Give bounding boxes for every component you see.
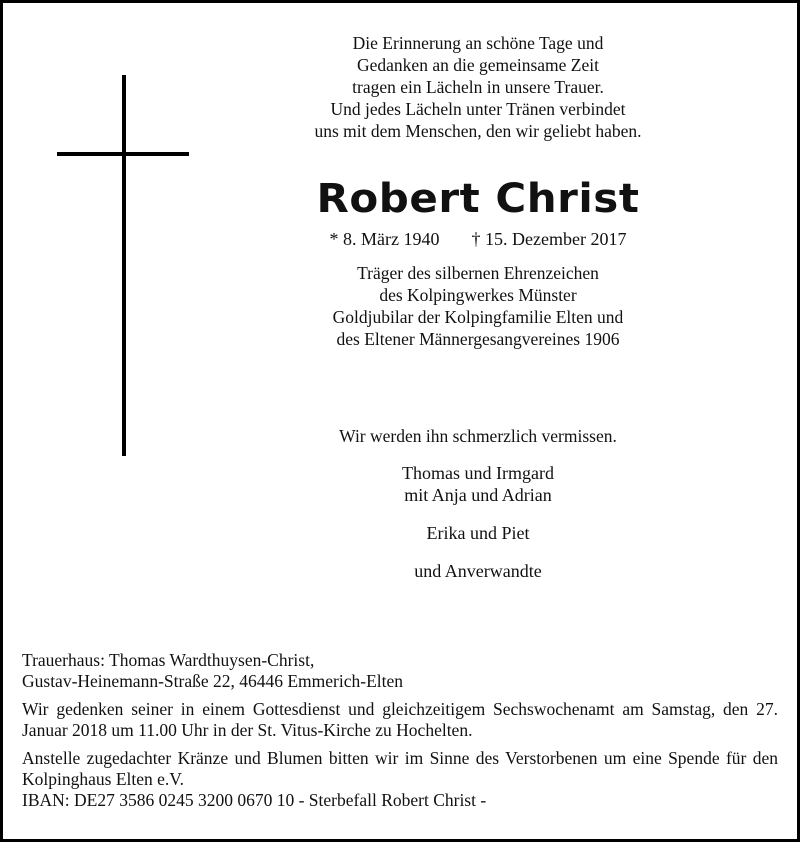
deceased-name: Robert Christ [316, 176, 640, 222]
family-group [280, 462, 676, 506]
mourning-house-address: Gustav-Heinemann-Straße 22, 46446 Emmerich-Elten [22, 671, 404, 691]
honor-line: Träger des silbernen Ehrenzeichen [357, 263, 599, 283]
family-line: mit Anja und Adrian [404, 485, 552, 505]
mourning-house-name: Trauerhaus: Thomas Wardthuysen-Christ, [22, 650, 315, 670]
poem-line: Und jedes Lächeln unter Tränen verbindet [330, 99, 626, 119]
donation-info: Anstelle zugedachter Kränze und Blumen bitten wir im Sinne des Verstorbenen um eine Spende für den Kolpinghaus Elten e.V. [22, 748, 778, 789]
cross-icon-bar [57, 152, 189, 156]
poem-line: Gedanken an die gemeinsame Zeit [357, 55, 599, 75]
family-line: Erika und Piet [426, 523, 530, 543]
life-dates [280, 229, 676, 250]
cross-icon [122, 75, 126, 456]
notice-details [22, 650, 778, 818]
service-info: Wir gedenken seiner in einem Gottesdienst und gleichzeitigem Sechswochenamt am Samstag, den 27. Januar 2018 um 11.00 Uhr in der St. Vitus-Kirche zu Hochelten. [22, 699, 778, 740]
family-line: Thomas und Irmgard [402, 463, 554, 483]
honor-line: des Kolpingwerkes Münster [379, 285, 577, 305]
poem-line: tragen ein Lächeln in unsere Trauer. [352, 77, 604, 97]
poem-line: uns mit dem Menschen, den wir geliebt haben. [314, 121, 642, 141]
iban-info: IBAN: DE27 3586 0245 3200 0670 10 - Sterbefall Robert Christ - [22, 790, 487, 810]
death-date: † 15. Dezember 2017 [471, 229, 627, 249]
mourning-house [22, 650, 778, 692]
honor-line: des Eltener Männergesangvereines 1906 [336, 329, 620, 349]
poem-line: Die Erinnerung an schöne Tage und [352, 33, 604, 53]
poem [280, 32, 676, 142]
miss-line: Wir werden ihn schmerzlich vermissen. [339, 426, 617, 446]
honors [280, 262, 676, 350]
family-line: und Anverwandte [414, 561, 542, 581]
honor-line: Goldjubilar der Kolpingfamilie Elten und [332, 307, 624, 327]
birth-date: * 8. März 1940 [329, 229, 440, 249]
